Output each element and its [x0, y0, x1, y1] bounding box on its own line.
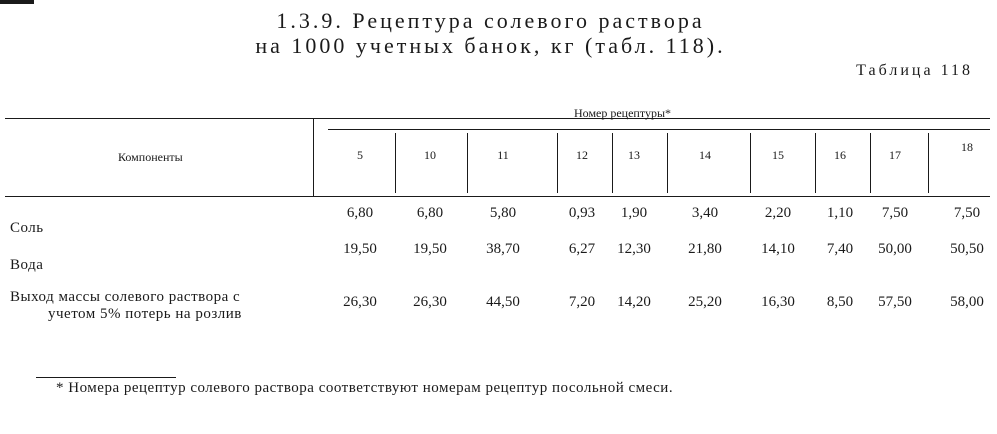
components-header: Компоненты — [118, 150, 183, 164]
row-label-water: Вода — [10, 257, 44, 273]
recipe-number-cell: 13 — [628, 148, 640, 162]
column-divider — [467, 133, 468, 193]
footnote: * Номера рецептур солевого раствора соответствуют номерам рецептур посольной смеси. — [56, 380, 674, 396]
table-cell: 7,20 — [568, 294, 596, 310]
table-cell: 7,50 — [953, 205, 981, 221]
scan-corner-mark — [0, 0, 34, 4]
table-cell: 50,00 — [878, 241, 912, 257]
recipe-number-cell: 12 — [576, 148, 588, 162]
table-cell: 7,50 — [881, 205, 909, 221]
column-divider — [750, 133, 751, 193]
recipe-number-cell: 16 — [834, 148, 846, 162]
table-cell: 38,70 — [486, 241, 520, 257]
page-title-line2: на 1000 учетных банок, кг (табл. 118). — [255, 33, 726, 58]
row-label-salt: Соль — [10, 220, 44, 236]
table-cell: 19,50 — [413, 241, 447, 257]
table-cell: 0,93 — [568, 205, 596, 221]
column-divider — [612, 133, 613, 193]
recipe-number-cell: 18 — [961, 140, 973, 154]
recipe-number-cell: 17 — [889, 148, 901, 162]
table-cell: 50,50 — [950, 241, 984, 257]
table-cell: 3,40 — [691, 205, 719, 221]
table-cell: 8,50 — [826, 294, 854, 310]
table-cell: 58,00 — [950, 294, 984, 310]
table-label: Таблица 118 — [856, 62, 973, 79]
table-cell: 16,30 — [761, 294, 795, 310]
column-divider — [557, 133, 558, 193]
row-label-yield-line2: учетом 5% потерь на розлив — [48, 306, 242, 322]
column-divider — [928, 133, 929, 193]
table-cell: 5,80 — [489, 205, 517, 221]
header-bottom-rule — [5, 196, 990, 197]
table-cell: 57,50 — [878, 294, 912, 310]
recipe-number-header: Номер рецептуры* — [574, 106, 672, 120]
column-divider — [815, 133, 816, 193]
table-cell: 7,40 — [826, 241, 854, 257]
table-cell: 12,30 — [617, 241, 651, 257]
row-label-yield-line1: Выход массы солевого раствора с — [10, 289, 241, 305]
table-cell: 44,50 — [486, 294, 520, 310]
table-cell: 14,10 — [761, 241, 795, 257]
table-cell: 14,20 — [617, 294, 651, 310]
column-divider — [395, 133, 396, 193]
table-cell: 26,30 — [413, 294, 447, 310]
recipe-number-cell: 14 — [699, 148, 711, 162]
page-title-line1: 1.3.9. Рецептура солевого раствора — [276, 8, 705, 33]
recipe-number-cell: 10 — [424, 148, 436, 162]
header-group-rule — [328, 129, 990, 130]
table-cell: 26,30 — [343, 294, 377, 310]
table-top-rule — [5, 118, 990, 119]
column-divider — [667, 133, 668, 193]
table-cell: 19,50 — [343, 241, 377, 257]
components-column-divider — [313, 118, 314, 196]
table-cell: 25,20 — [688, 294, 722, 310]
recipe-number-cell: 15 — [772, 148, 784, 162]
footnote-rule — [36, 377, 176, 378]
table-cell: 21,80 — [688, 241, 722, 257]
table-cell: 1,10 — [826, 205, 854, 221]
table-cell: 6,27 — [568, 241, 596, 257]
recipe-number-cell: 11 — [497, 148, 509, 162]
table-cell: 6,80 — [346, 205, 374, 221]
table-cell: 6,80 — [416, 205, 444, 221]
recipe-number-cell: 5 — [357, 148, 363, 162]
column-divider — [870, 133, 871, 193]
table-cell: 1,90 — [620, 205, 648, 221]
table-cell: 2,20 — [764, 205, 792, 221]
